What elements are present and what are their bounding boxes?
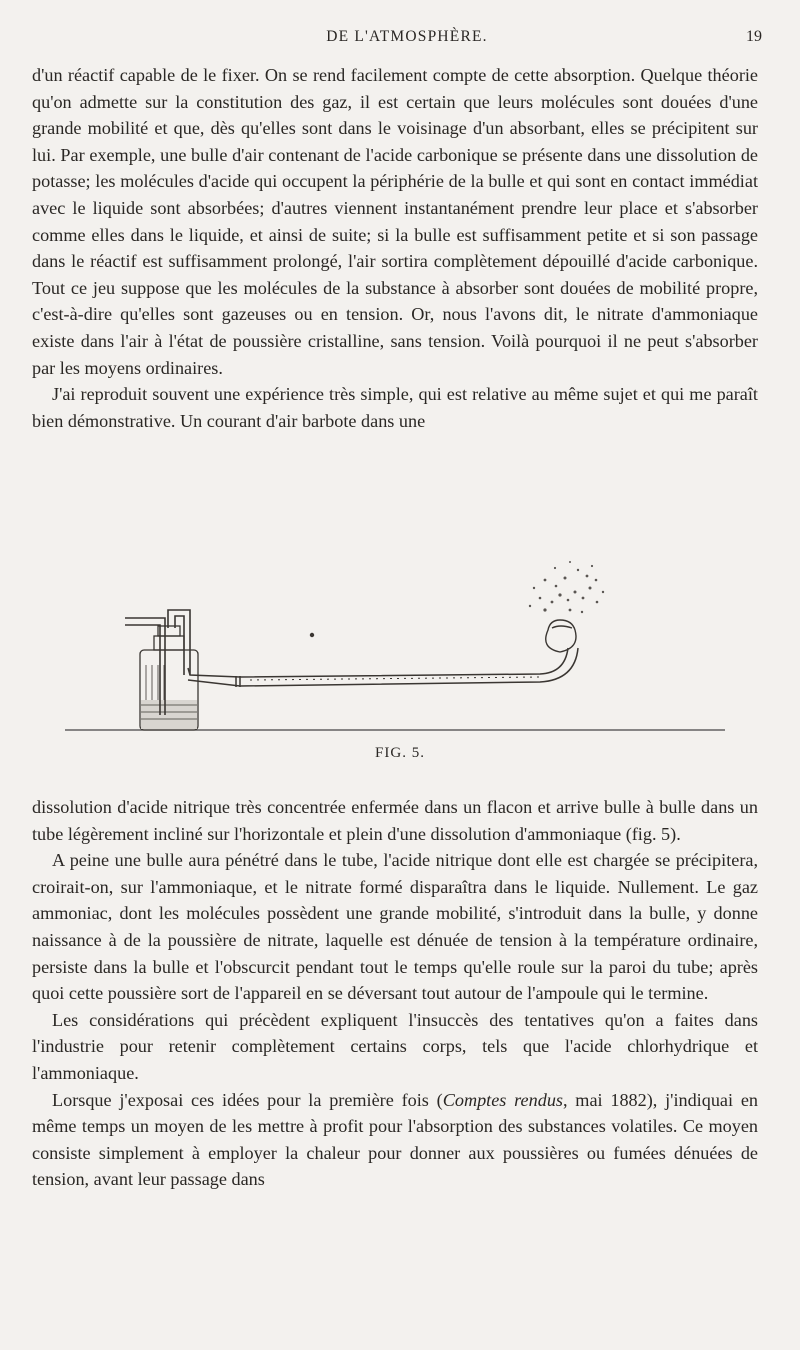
text-block-top [32,62,758,434]
paragraph: Les considérations qui précèdent expliquent l'insuccès des tentatives qu'on a faites dans l'industrie pour retenir complètement certains corps, tels que l'acide chlorhydrique et l'ammoniaque. [32,1009,758,1083]
paragraph-text: , mai 1882), j'indiquai en même temps un moyen de les mettre à profit pour l'absorption des substances volatiles. Ce moyen consiste simplement à employer la chaleur pour donner aux poussières ou fumées dénuées de tension, avant leur passage dans [32,1089,758,1190]
paragraph: A peine une bulle aura pénétré dans le tube, l'acide nitrique dont elle est chargée se précipitera, croirait-on, sur l'ammoniaque, et le nitrate formé disparaîtra dans le liquide. Nullement. Le gaz ammoniac, dont les molécules possèdent une grande mobilité, s'introduit dans la bulle, y donne naissance à de la poussière de nitrate, laquelle est dénuée de tension à la température ordinaire, persiste dans la bulle et l'obscurcit pendant tout le temps qu'elle roule sur la paroi du tube; après quoi cette poussière sort de l'appareil en se déversant tout autour de l'ampoule qui le termine. [32,850,758,1004]
apparatus-illustration [0,540,800,750]
paragraph: d'un réactif capable de le fixer. On se rend facilement compte de cette absorption. Quelque théorie qu'on admette sur la constitution des gaz, il est certain que leurs molécules sont douées d'une grande mobilité et que, dès qu'elles sont dans le voisinage d'un absorbant, elles se précipitent sur lui. Par exemple, une bulle d'air contenant de l'acide carbonique se présente dans une dissolution de potasse; les molécules d'acide qui occupent la périphérie de la bulle et qui sont en contact immédiat avec le liquide sont absorbées; d'autres viennent instantanément prendre leur place et s'absorber comme elles dans le liquide, et ainsi de suite; si la bulle est suffisamment petite et si son passage dans le réactif est suffisamment prolongé, l'air sortira complètement dépouillé d'acide carbonique. Tout ce jeu suppose que les molécules de la substance à absorber sont douées de mobilité propre, c'est-à-dire qu'elles sont gazeuses ou en tension. Or, nous l'avons dit, le nitrate d'ammoniaque existe dans l'air à l'état de poussière cristalline, sans tension. Voilà pourquoi il ne peut s'absorber par les moyens ordinaires. [32,65,758,378]
text-block-bottom [32,794,758,1193]
running-head: DE L'ATMOSPHÈRE. [326,28,488,45]
page-number: 19 [746,28,762,45]
citation-title: Comptes rendus [442,1089,563,1110]
figure-caption: FIG. 5. [375,745,425,761]
paragraph: dissolution d'acide nitrique très concentrée enfermée dans un flacon et arrive bulle à bulle dans un tube légèrement incliné sur l'horizontale et plein d'une dissolution d'ammoniaque (fig. 5). [32,797,758,844]
page-header [52,28,762,52]
paragraph [32,1087,758,1193]
inclined-tube [188,648,578,687]
fumes [529,561,604,613]
figure-apparatus [0,540,800,780]
ampoule [546,620,576,652]
paragraph-text: Lorsque j'exposai ces idées pour la première fois ( [52,1089,443,1110]
paragraph: J'ai reproduit souvent une expérience très simple, qui est relative au même sujet et qui me paraît bien démonstrative. Un courant d'air barbote dans une [32,384,758,431]
bubble-marker [310,633,314,637]
